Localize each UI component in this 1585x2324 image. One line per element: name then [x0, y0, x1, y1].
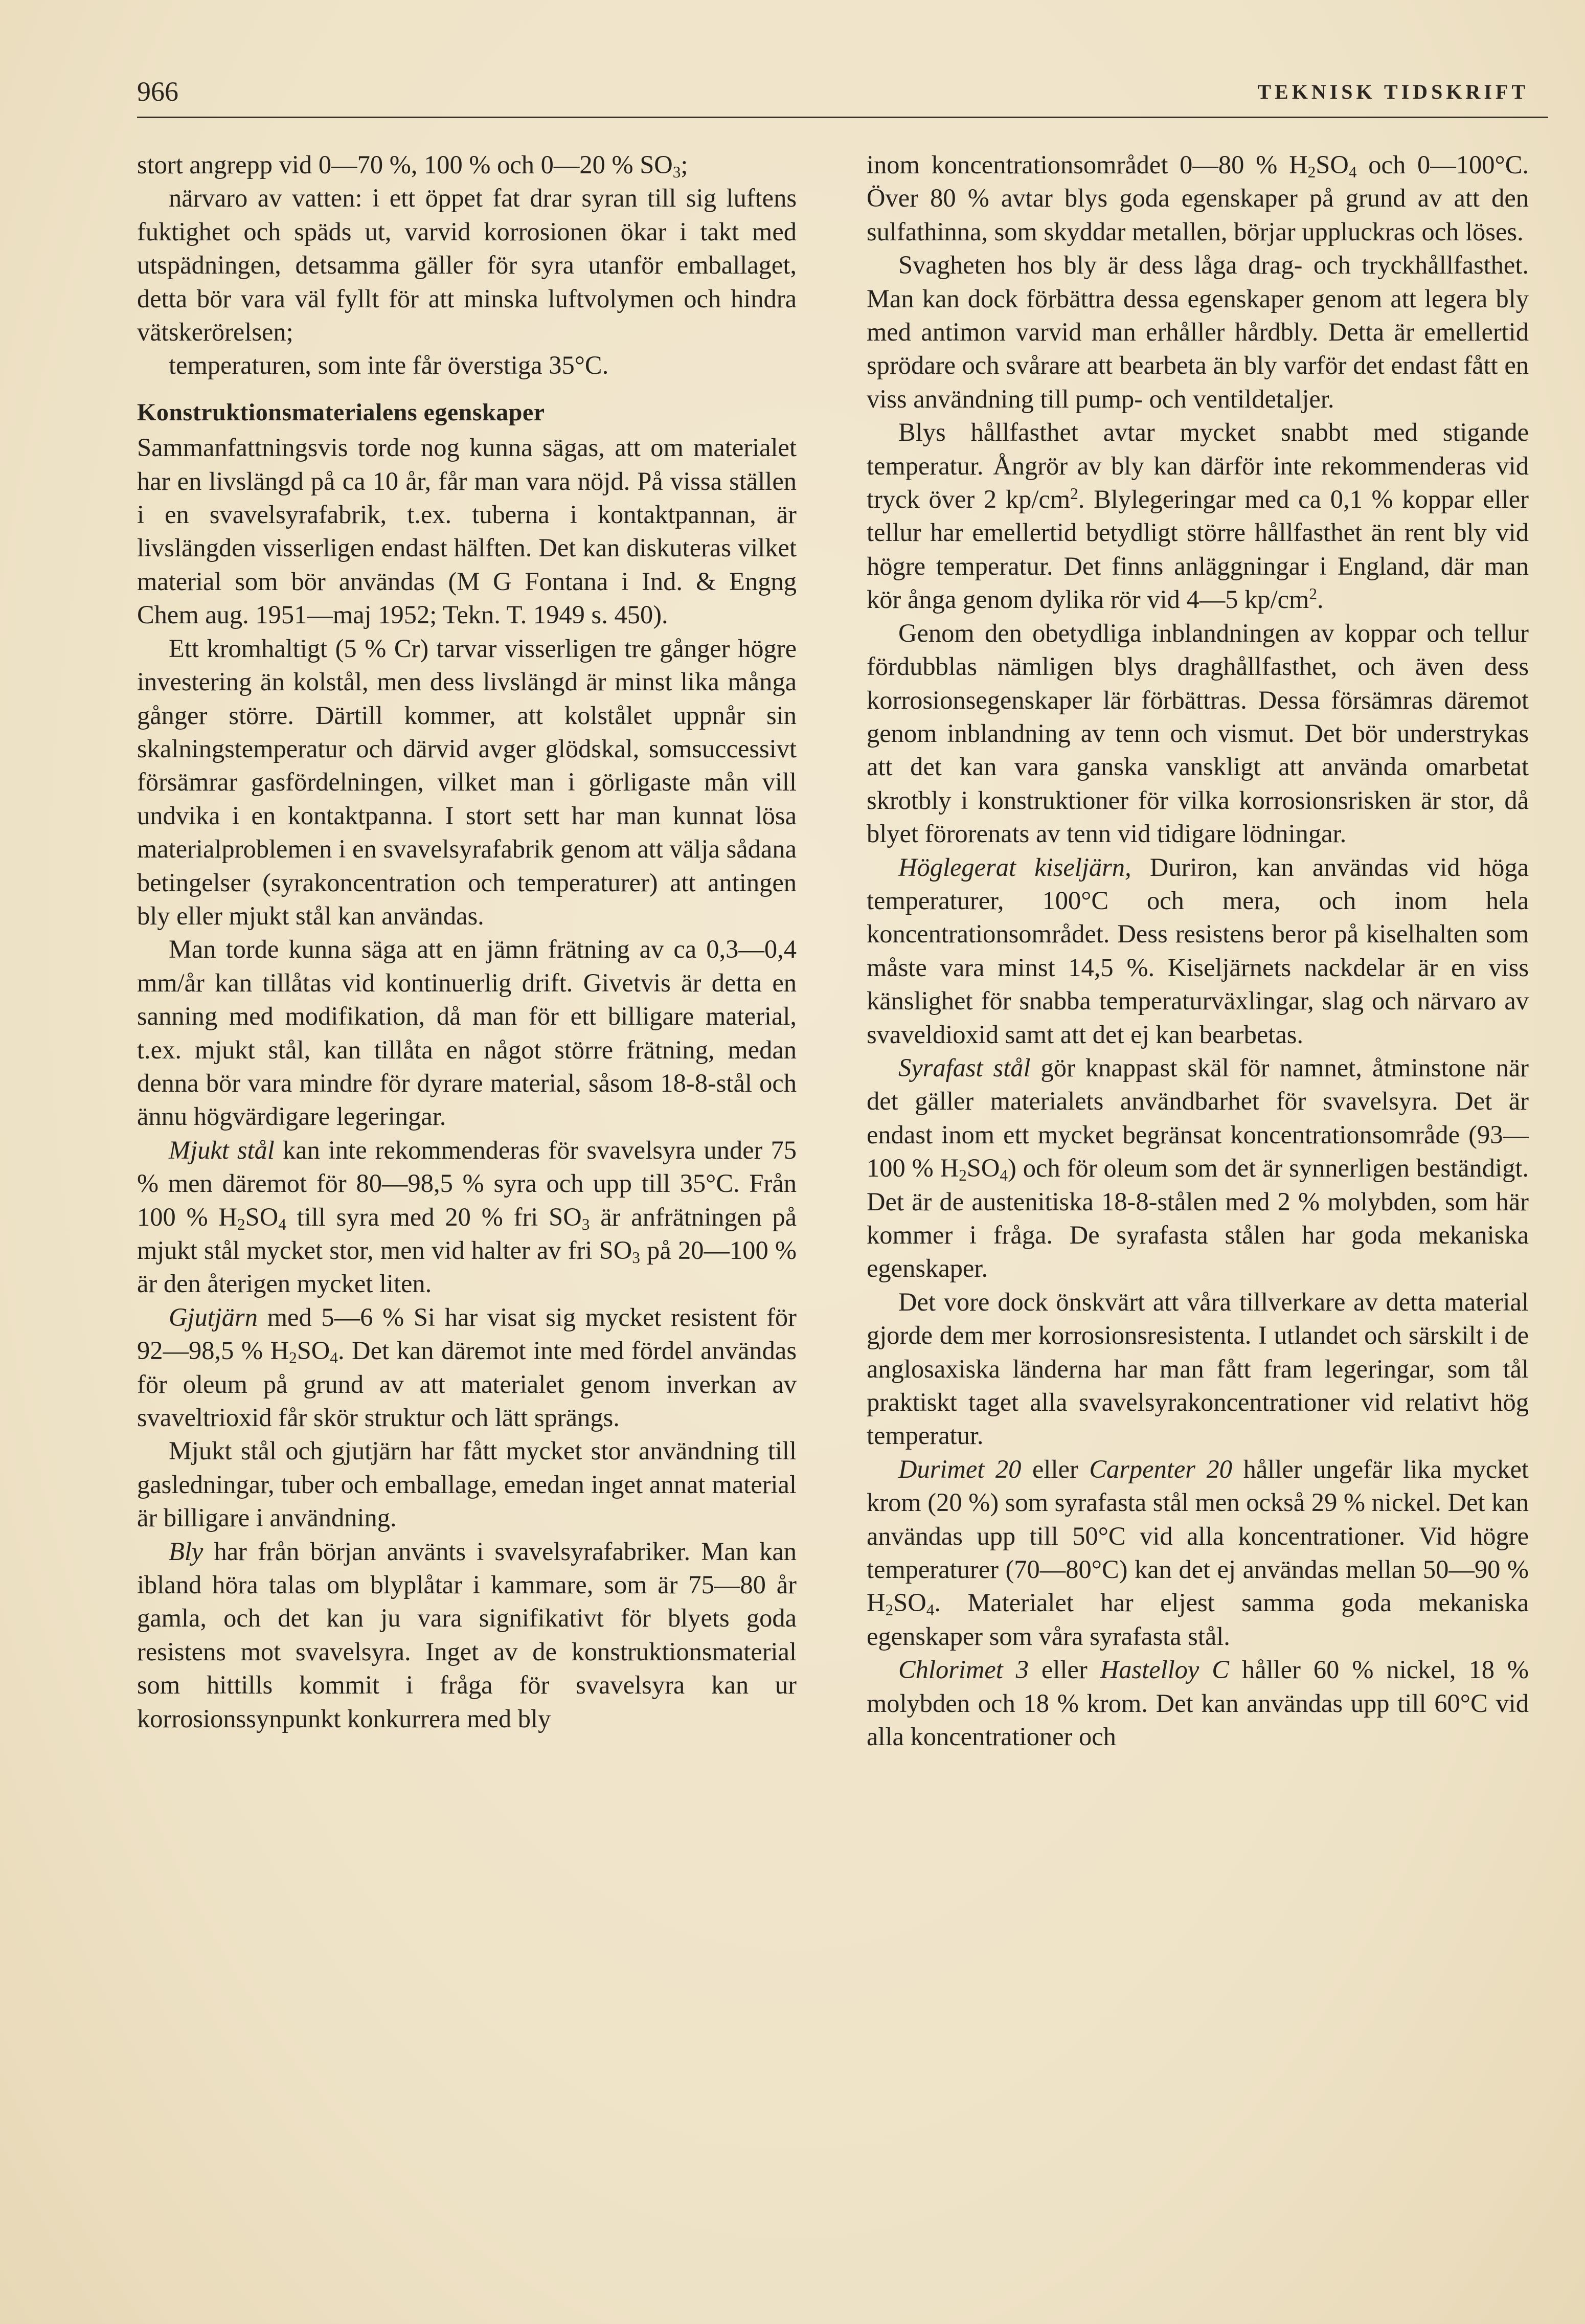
paragraph: Det vore dock önskvärt att våra tillverkare av detta material gjorde dem mer korrosionsresistenta. I utlandet och särskilt i de anglosaxiska länderna har man fått fram legeringar, som tål praktiskt taget alla svavelsyrakoncentrationer vid relativt hög temperatur. [867, 1287, 1529, 1450]
paragraph: stort angrepp vid 0—70 %, 100 % och 0—20 % $SO_3$; [137, 150, 688, 181]
paragraph: Mjukt stål kan inte rekommenderas för svavelsyra under 75 % men däremot för 80—98,5 % syra och upp till 35°C. Från 100 % $H_2SO_4$ till syra med 20 % fri $SO_3$ är anfrätningen på mjukt stål mycket stor, men vid halter av fri $SO_3$ på 20—100 % är den återigen mycket liten. [137, 1135, 797, 1298]
page-header [137, 76, 1539, 117]
paragraph: Bly har från början använts i svavelsyrafabriker. Man kan ibland höra talas om blyplåtar i kammare, som är 75—80 år gamla, och det kan ju vara signifikativt för blyets goda resistens mot svavelsyra. Inget av de konstruktionsmaterial som hittills kommit i fråga för svavelsyra kan ur korrosionssynpunkt konkurrera med bly [137, 1537, 797, 1733]
paragraph: Blys hållfasthet avtar mycket snabbt med stigande temperatur. Ångrör av bly kan därför inte rekommenderas vid tryck över 2 $kp/cm^2$. Blylegeringar med ca 0,1 % koppar eller tellur har emellertid betydligt större hållfasthet än rent bly vid högre temperatur. Det finns anläggningar i England, där man kör ånga genom dylika rör vid 4—5 $kp/cm^2$. [867, 418, 1529, 614]
section-heading: Konstruktionsmaterialens egenskaper [137, 398, 545, 426]
paragraph: Gjutjärn med 5—6 % Si har visat sig mycket resistent för 92—98,5 % $H_2SO_4$. Det kan däremot inte med fördel användas för oleum på grund av att materialet genom inverkan av svaveltrioxid får skör struktur och lätt sprängs. [137, 1302, 797, 1432]
paragraph: närvaro av vatten: i ett öppet fat drar syran till sig luftens fuktighet och späds ut, varvid korrosionen ökar i takt med utspädningen, detsamma gäller för syra utanför emballaget, detta bör vara väl fyllt för att minska luftvolymen och hindra vätskerörelsen; [137, 184, 797, 347]
right-column [867, 148, 1529, 1754]
paragraph: Chlorimet 3 eller Hastelloy C håller 60 % nickel, 18 % molybden och 18 % krom. Det kan användas upp till 60°C vid alla koncentrationer och [867, 1655, 1529, 1751]
paragraph: Man torde kunna säga att en jämn frätning av ca 0,3—0,4 mm/år kan tillåtas vid kontinuerlig drift. Givetvis är detta en sanning med modifikation, då man för ett billigare material, t.ex. mjukt stål, kan tillåta en något större frätning, medan denna bör vara mindre för dyrare material, såsom 18-8-stål och ännu högvärdigare legeringar. [137, 935, 797, 1131]
page-number: 966 [137, 76, 178, 107]
paragraph: Durimet 20 eller Carpenter 20 håller ungefär lika mycket krom (20 %) som syrafasta stål men också 29 % nickel. Det kan användas upp till 50°C vid alla koncentrationer. Vid högre temperaturer (70—80°C) kan det ej användas mellan 50—90 % $H_2SO_4$. Materialet har eljest samma goda mekaniska egenskaper som våra syrafasta stål. [867, 1454, 1529, 1651]
journal-title: TEKNISK TIDSKRIFT [1257, 80, 1529, 103]
paragraph: temperaturen, som inte får överstiga 35°C. [169, 351, 609, 380]
paragraph: Genom den obetydliga inblandningen av koppar och tellur fördubblas nämligen blys draghållfasthet, och även dess korrosionsegenskaper lär förbättras. Dessa försämras däremot genom inblandning av tenn och vismut. Det bör understrykas att det kan vara ganska vanskligt att använda omarbetat skrotbly i konstruktioner för vilka korrosionsrisken är stor, då blyet förorenats av tenn vid tidigare lödningar. [867, 618, 1529, 848]
paragraph: Sammanfattningsvis torde nog kunna sägas, att om materialet har en livslängd på ca 10 år, får man vara nöjd. På vissa ställen i en svavelsyrafabrik, t.ex. tuberna i kontaktpannan, är livslängden visserligen endast hälften. Det kan diskuteras vilket material som bör användas (M G Fontana i Ind. & Engng Chem aug. 1951—maj 1952; Tekn. T. 1949 s. 450). [137, 433, 797, 629]
paragraph: Syrafast stål gör knappast skäl för namnet, åtminstone när det gäller materialets användbarhet för svavelsyra. Det är endast inom ett mycket begränsat koncentrationsområde (93—100 % $H_2SO_4$) och för oleum som det är synnerligen beständigt. Det är de austenitiska 18-8-stålen med 2 % molybden, som här kommer i fråga. De syrafasta stålen har goda mekaniska egenskaper. [867, 1053, 1529, 1283]
header-rule [137, 117, 1548, 118]
paragraph: Svagheten hos bly är dess låga drag- och tryckhållfasthet. Man kan dock förbättra dessa egenskaper genom att legera bly med antimon varvid man erhåller hårdbly. Detta är emellertid sprödare och svårare att bearbeta än bly varför det endast fått en viss användning till pump- och ventildetaljer. [867, 251, 1529, 413]
paragraph: Höglegerat kiseljärn, Duriron, kan användas vid höga temperaturer, 100°C och mera, och inom hela koncentrationsområdet. Dess resistens beror på kiselhalten som måste vara minst 14,5 %. Kiseljärnets nackdelar är en viss känslighet för snabba temperaturväxlingar, slag och närvaro av svaveldioxid samt att det ej kan bearbetas. [867, 852, 1529, 1049]
paragraph: inom koncentrationsområdet 0—80 % $H_2SO_4$ och 0—100°C. Över 80 % avtar blys goda egenskaper på grund av att den sulfathinna, som skyddar metallen, börjar uppluckras och löses. [867, 150, 1529, 246]
left-column [137, 148, 797, 1735]
paragraph: Mjukt stål och gjutjärn har fått mycket stor användning till gasledningar, tuber och emballage, emedan inget annat material är billigare i användning. [137, 1436, 797, 1532]
paragraph: Ett kromhaltigt (5 % Cr) tarvar visserligen tre gånger högre investering än kolstål, men dess livslängd är minst lika många gånger större. Därtill kommer, att kolstålet uppnår sin skalningstemperatur och därvid avger glödskal, somsuccessivt försämrar gasfördelningen, vilket man i görligaste mån vill undvika i en kontaktpanna. I stort sett har man kunnat lösa materialproblemen i en svavelsyrafabrik genom att välja sådana betingelser (syrakoncentration och temperaturer) att antingen bly eller mjukt stål kan användas. [137, 634, 797, 930]
